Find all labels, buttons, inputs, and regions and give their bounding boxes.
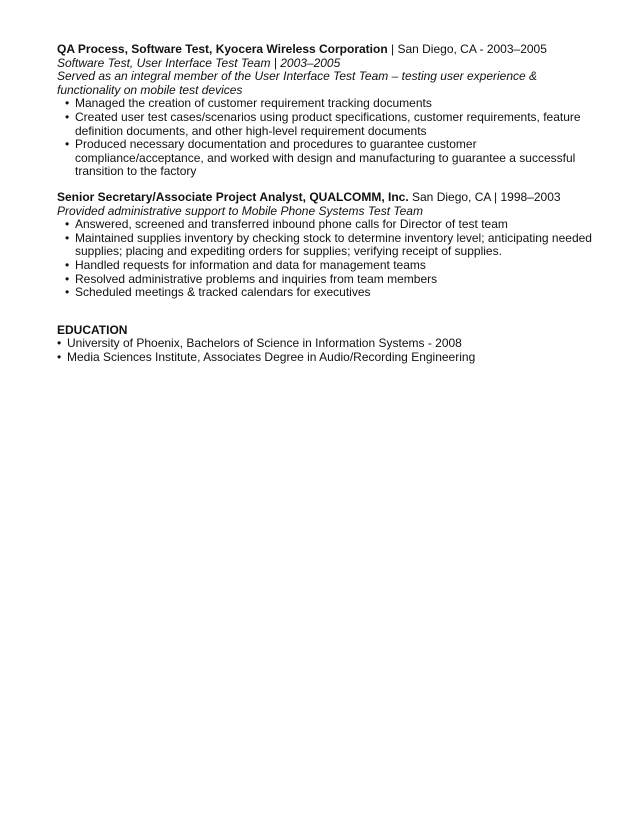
list-item: • Managed the creation of customer requirement tracking documents xyxy=(65,97,597,111)
job-title: Senior Secretary/Associate Project Analyst, QUALCOMM, Inc. xyxy=(57,189,409,204)
job-location-dates: | San Diego, CA - 2003–2005 xyxy=(387,42,547,56)
job-location-dates: San Diego, CA | 1998–2003 xyxy=(408,189,561,204)
job-heading xyxy=(57,43,597,57)
resume-page xyxy=(57,43,597,364)
job-bullet-list xyxy=(57,218,597,300)
list-item: • Resolved administrative problems and inquiries from team members xyxy=(65,273,597,287)
list-item: • Media Sciences Institute, Associates Degree in Audio/Recording Engineering xyxy=(57,351,597,365)
list-item: • University of Phoenix, Bachelors of Science in Information Systems - 2008 xyxy=(57,337,597,351)
job-subtitle: Software Test, User Interface Test Team | 2003–2005 xyxy=(57,55,341,70)
list-item: • Created user test cases/scenarios using product specifications, customer requirements, feature definition documents, and other high-level requirement documents xyxy=(65,111,597,138)
list-item: • Answered, screened and transferred inbound phone calls for Director of test team xyxy=(65,218,597,232)
job-summary: Served as an integral member of the User Interface Test Team – testing user experience & functionality on mobile test devices xyxy=(57,69,538,97)
list-item: • Handled requests for information and data for management teams xyxy=(65,259,597,273)
job-title: QA Process, Software Test, Kyocera Wireless Corporation xyxy=(57,42,388,56)
job-bullet-list xyxy=(57,97,597,179)
list-item: • Scheduled meetings & tracked calendars for executives xyxy=(65,286,597,300)
education-list xyxy=(57,337,597,364)
job-entry-kyocera xyxy=(57,43,597,179)
job-heading xyxy=(57,191,597,205)
job-subtitle: Provided administrative support to Mobile Phone Systems Test Team xyxy=(57,203,423,218)
education-heading: EDUCATION xyxy=(57,322,128,337)
list-item: • Produced necessary documentation and procedures to guarantee customer compliance/acceptance, and worked with design and manufacturing to guarantee a successful transition to the factory xyxy=(65,138,597,179)
job-entry-qualcomm xyxy=(57,191,597,300)
list-item: • Maintained supplies inventory by checking stock to determine inventory level; anticipating needed supplies; placing and expediting orders for supplies; verifying receipt of supplies. xyxy=(65,232,597,259)
